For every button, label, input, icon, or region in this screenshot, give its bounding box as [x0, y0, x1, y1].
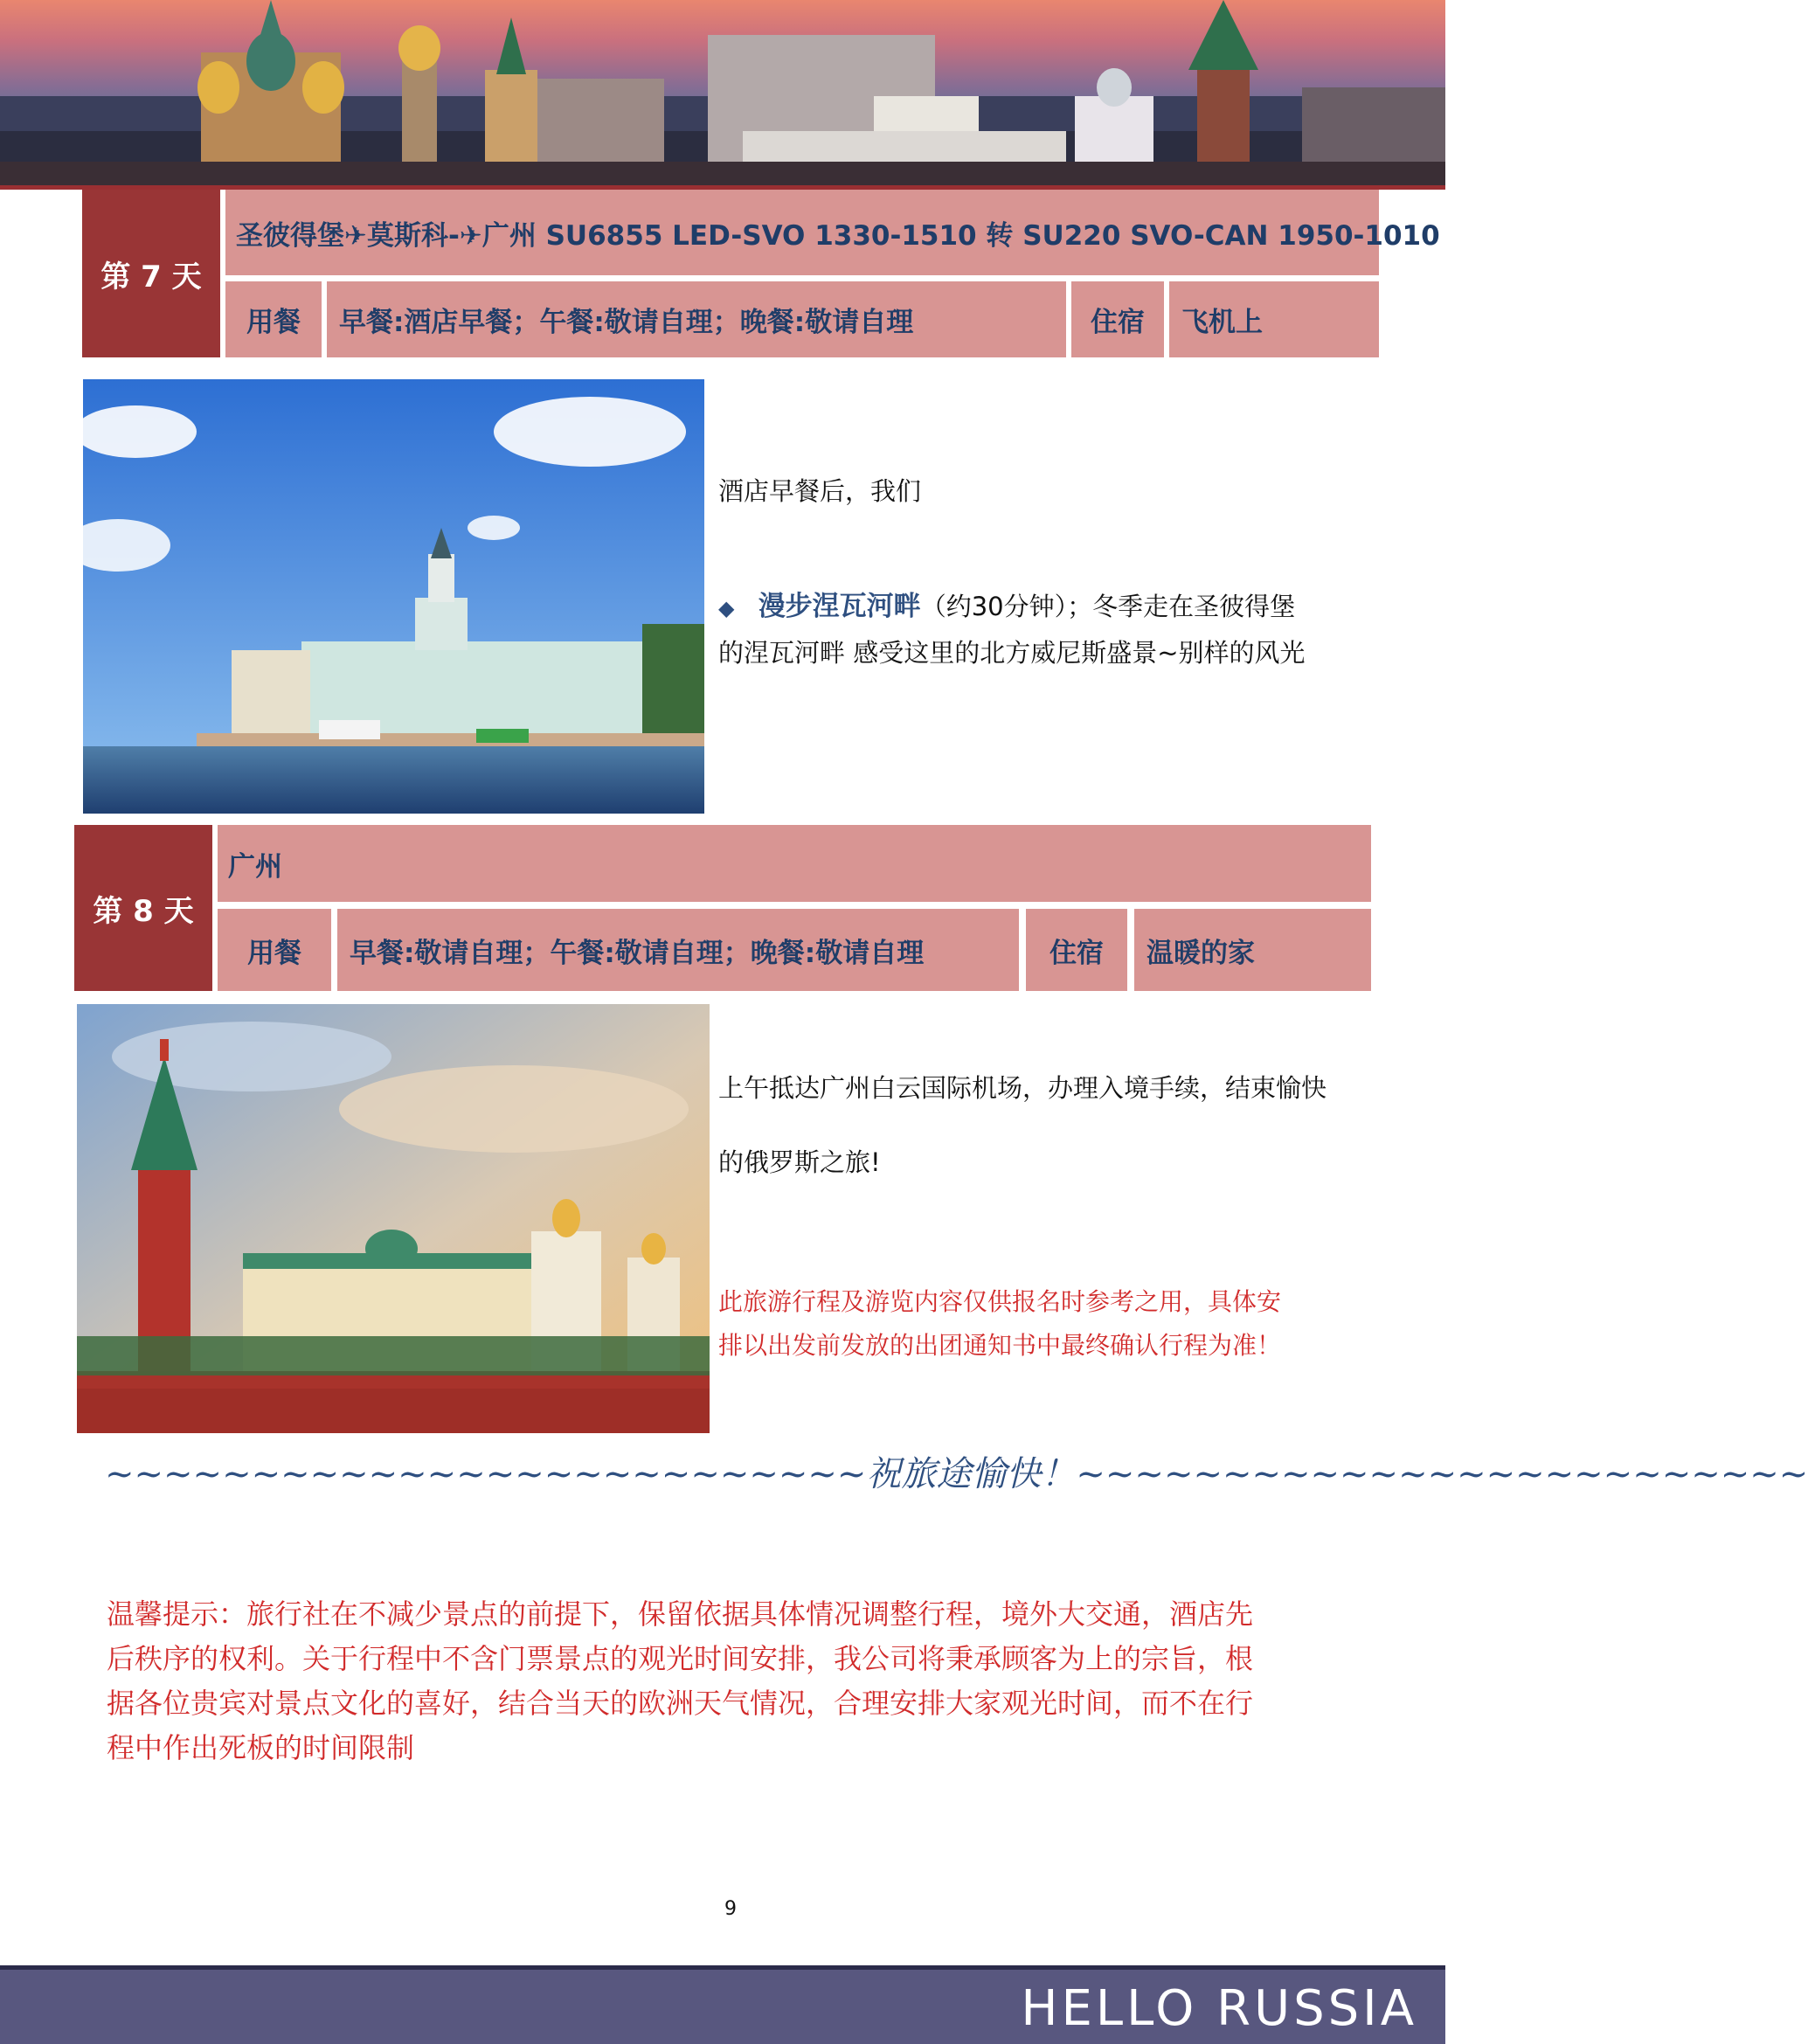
- day8-label: 第 8 天: [74, 825, 212, 991]
- day7-intro: 酒店早餐后，我们: [718, 476, 922, 506]
- greeting-banner: ~~~~~~~~~~~~~~~~~~~~~~~~~~祝旅途愉快！~~~~~~~~~~~~~~~~~~~~~~~~~: [105, 1454, 1808, 1494]
- footer-bar: [0, 1970, 1445, 2044]
- day8-notice-line2: 排以出发前发放的出团通知书中最终确认行程为准！: [718, 1331, 1282, 1360]
- day7-desc-line1: （约30分钟）；冬季走在圣彼得堡: [920, 592, 1296, 621]
- day7-stay: 飞机上: [1169, 281, 1379, 357]
- day7-stay-label: 住宿: [1071, 281, 1164, 357]
- day8-desc-line2: 的俄罗斯之旅!: [718, 1147, 881, 1177]
- header-banner-image: [0, 0, 1445, 187]
- day8-meals: 早餐:敬请自理；午餐:敬请自理；晚餐:敬请自理: [337, 909, 1019, 991]
- day7-label: 第 7 天: [82, 190, 220, 357]
- travel-tips: [107, 1592, 1253, 1770]
- neva-river-photo: [83, 379, 704, 814]
- day8-meal-label: 用餐: [218, 909, 331, 991]
- day7-meal-label: 用餐: [225, 281, 322, 357]
- day8-route: 广州: [218, 825, 1371, 902]
- page-number: 9: [724, 1898, 737, 1920]
- day7-meals: 早餐:酒店早餐；午餐:敬请自理；晚餐:敬请自理: [327, 281, 1066, 357]
- day8-stay: 温暖的家: [1134, 909, 1371, 991]
- day8-desc-line1: 上午抵达广州白云国际机场，办理入境手续，结束愉快: [718, 1073, 1327, 1103]
- day7-highlight-line: [718, 584, 1295, 623]
- tips-line4: 程中作出死板的时间限制: [107, 1731, 415, 1764]
- footer-title: HELLO RUSSIA: [1021, 1980, 1417, 2037]
- day7-desc-line2: 的涅瓦河畔 感受这里的北方威尼斯盛景~别样的风光: [718, 638, 1306, 668]
- day7-highlight: 漫步涅瓦河畔: [758, 591, 921, 622]
- tips-line3: 据各位贵宾对景点文化的喜好，结合当天的欧洲天气情况，合理安排大家观光时间，而不在行: [107, 1687, 1254, 1720]
- day8-notice-line1: 此旅游行程及游览内容仅供报名时参考之用，具体安: [718, 1287, 1282, 1316]
- kremlin-photo: [77, 1004, 710, 1433]
- day7-route: 圣彼得堡✈莫斯科-✈广州 SU6855 LED-SVO 1330-1510 转 SU220 SVO-CAN 1950-1010: [225, 190, 1379, 275]
- tips-line2: 后秩序的权利。关于行程中不含门票景点的观光时间安排，我公司将秉承顾客为上的宗旨，根: [107, 1642, 1254, 1675]
- day8-stay-label: 住宿: [1026, 909, 1127, 991]
- tips-line1: 温馨提示：旅行社在不减少景点的前提下，保留依据具体情况调整行程，境外大交通，酒店先: [107, 1597, 1254, 1631]
- diamond-bullet-icon: ◆: [718, 596, 735, 620]
